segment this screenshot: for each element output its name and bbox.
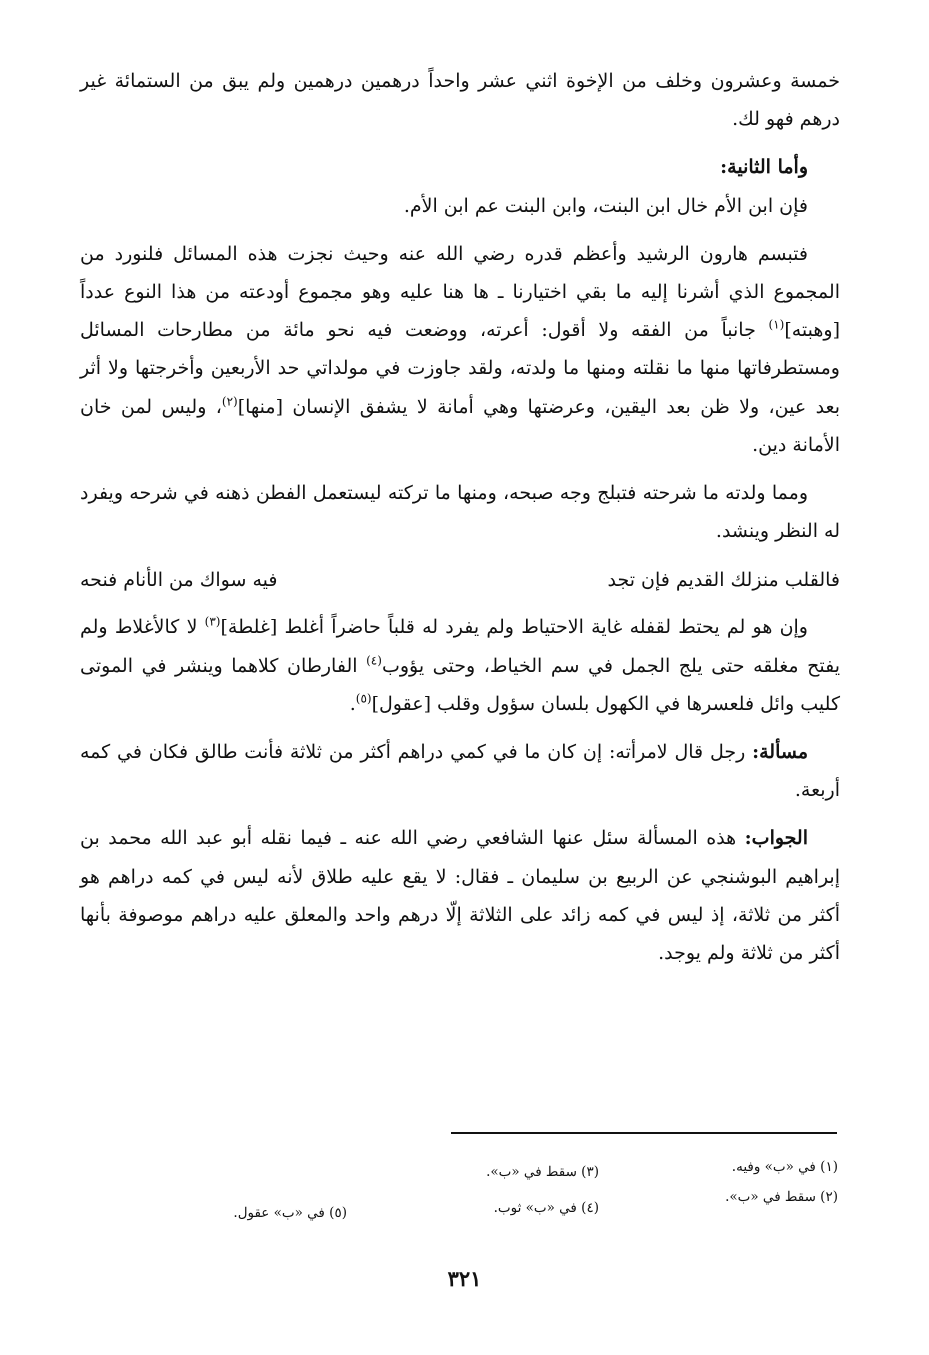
page-body bbox=[80, 62, 840, 982]
paragraph-4: ومما ولدته ما شرحته فتبلج وجه صبحه، ومنها ما تركته ليستعمل الفطن ذهنه في شرحه ويفرد له النظر وينشد. bbox=[80, 482, 840, 543]
page-number: ٣٢١ bbox=[447, 1266, 482, 1291]
footnote-ref-5: (٥) bbox=[355, 691, 372, 706]
paragraph-5-part-d: . bbox=[349, 692, 356, 715]
footnote-1: (١) في «ب» وفيه. bbox=[731, 1159, 838, 1175]
footnote-ref-4: (٤) bbox=[366, 653, 382, 668]
verse-second-hemistich: فيه سواك من الأنام فنحه bbox=[80, 569, 278, 592]
paragraph-1: خمسة وعشرون وخلف من الإخوة اثني عشر واحداً درهمين درهمين ولم يبق من الستمائة غير درهم فهو لك. bbox=[80, 70, 840, 131]
paragraph-5-part-b: لا كالأغلاط ولم يفتح مغلقه حتى يلج الجمل في سم الخياط، وحتى يؤوب bbox=[80, 616, 841, 677]
answer-text: هذه المسألة سئل عنها الشافعي رضي الله عنه ـ فيما نقله أبو عبد الله محمد بن إبراهيم البوشنجي عن الربيع بن سليمان ـ فقال: لا يقع عليه طلاق لأنه ليس في كمه دراهم هو أكثر من ثلاثة، إذ ليس في كمه زائد على الثلاثة إلّا درهم واحد والمعلق عليه دراهم موصوفة بأنها أكثر من ثلاثة ولم يوجد. bbox=[80, 827, 840, 965]
paragraph-5-part-a: وإن هو لم يحتط لقفله غاية الاحتياط ولم يفرد له قلباً حاضراً أغلط [غلطة] bbox=[220, 616, 808, 639]
question-label: مسألة: bbox=[752, 741, 808, 764]
footnote-2: (٢) سقط في «ب». bbox=[725, 1189, 838, 1205]
paragraph-3 bbox=[80, 235, 840, 464]
footnote-3: (٣) سقط في «ب». bbox=[486, 1164, 599, 1180]
paragraph-3-part-b: جانباً من الفقه ولا أقول: أعرته، ووضعت فيه نحو مائة من مطارحات المسائل ومستطرفاتها منها ما نقلته ومنها ما ولدته، ولقد جاوزت في مولداتي حد الأربعين وأخرجتها ولا أثر بعد عين، ولا ظن بعد اليقين، وعرضتها وهي أمانة لا يشفق الإنسان [منها] bbox=[80, 319, 840, 418]
paragraph-3-part-c: ، وليس لمن خان الأمانة دين. bbox=[80, 395, 840, 456]
verse-first-hemistich: فالقلب منزلك القديم فإن تجد bbox=[607, 569, 840, 592]
footnote-5: (٥) في «ب» عقول. bbox=[233, 1205, 347, 1221]
paragraph-2: فإن ابن الأم خال ابن البنت، وابن البنت عم ابن الأم. bbox=[403, 194, 808, 217]
footnote-divider bbox=[451, 1132, 837, 1134]
section-heading-second: وأما الثانية: bbox=[720, 156, 808, 179]
poetry-verse bbox=[80, 560, 840, 600]
paragraph-answer bbox=[80, 819, 840, 972]
footnote-4: (٤) في «ب» ثوب. bbox=[493, 1200, 599, 1216]
paragraph-3-part-a: فتبسم هارون الرشيد وأعظم قدره رضي الله عنه وحيث نجزت هذه المسائل فلنورد من المجموع الذي أشرنا إليه ما بقي اختيارنا ـ ها هنا عليه وهو مجموع أودعته من هذا النوع عدداً [وهبته] bbox=[80, 242, 840, 342]
footnote-ref-1: (١) bbox=[768, 317, 785, 332]
footnote-ref-2: (٢) bbox=[221, 394, 238, 409]
paragraph-5 bbox=[80, 608, 840, 723]
answer-label: الجواب: bbox=[744, 827, 808, 850]
paragraph-question bbox=[80, 733, 840, 809]
paragraph-5-part-c: الفارطان كلاهما وينشر في الموتى كليب وائل فلعسرها في الكهول بلسان سؤول وقلب [عقول] bbox=[80, 654, 840, 715]
question-text: رجل قال لامرأته: إن كان ما في كمي دراهم أكثر من ثلاثة فأنت طالق فكان في كمه أربعة. bbox=[80, 741, 840, 802]
footnote-ref-3: (٣) bbox=[204, 615, 221, 630]
